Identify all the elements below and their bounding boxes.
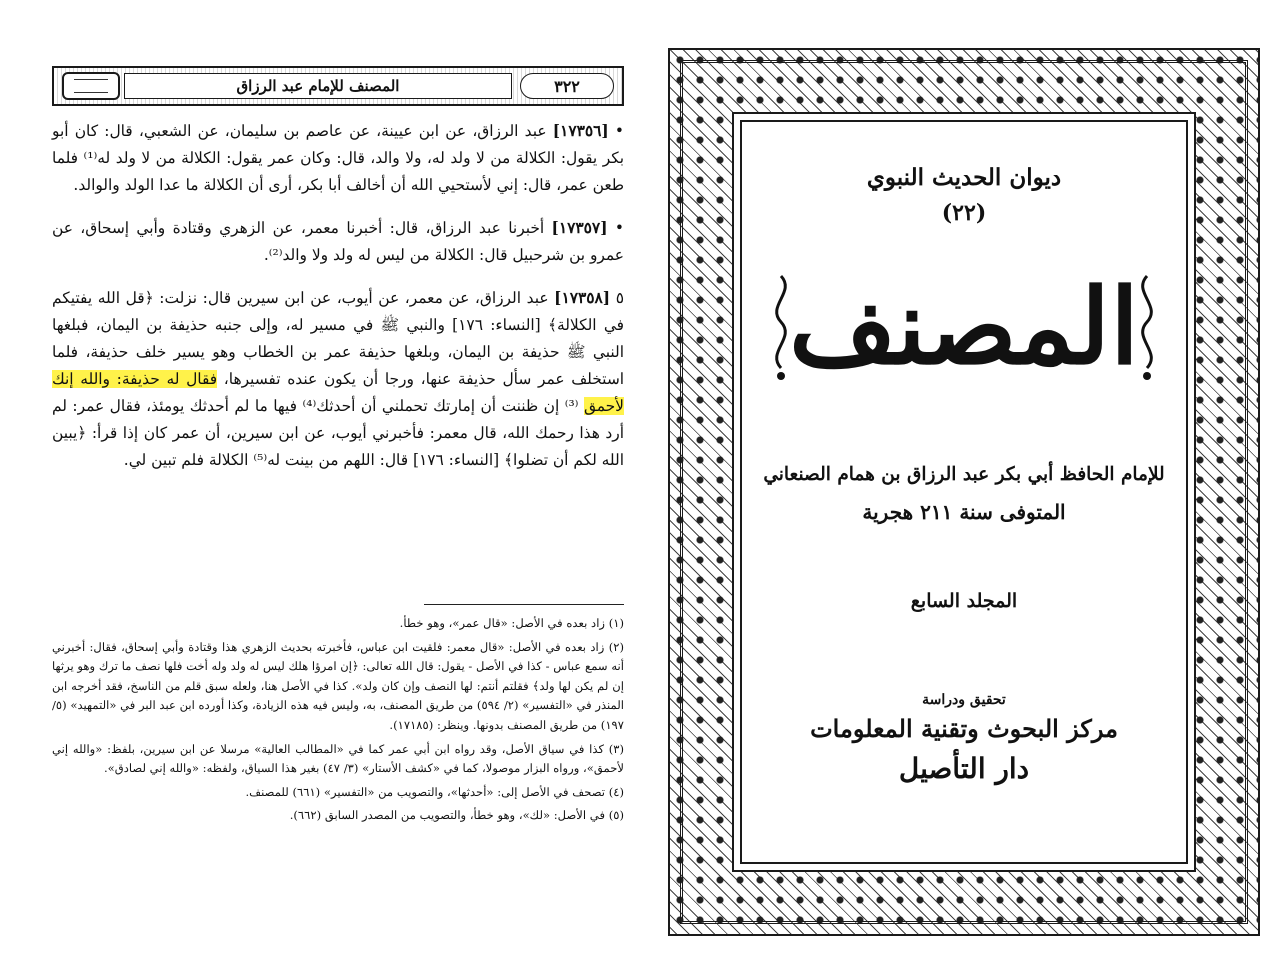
- research-center: مركز البحوث وتقنية المعلومات: [810, 714, 1118, 743]
- death-date: المتوفى سنة ٢١١ هجرية: [862, 500, 1066, 524]
- hadith-entry-17356: [52, 118, 624, 199]
- running-header: [52, 66, 624, 106]
- book-cover: [668, 48, 1260, 936]
- footnote-1: (١) زاد بعده في الأصل: «قال عمر»، وهو خطأ.: [399, 616, 624, 630]
- entry-number: [١٧٣٥٨]: [554, 289, 611, 307]
- footnote-divider: [424, 604, 624, 605]
- author-line: للإمام الحافظ أبي بكر عبد الرزاق بن همام الصنعاني: [763, 464, 1165, 485]
- page-number: ٣٢٢: [520, 73, 614, 99]
- hadith-entry-17357: [52, 215, 624, 269]
- book-title: المصنف: [789, 265, 1139, 388]
- volume-label: المجلد السابع: [910, 590, 1018, 612]
- cover-panel: [740, 120, 1188, 864]
- hadith-entry-17358: [52, 285, 624, 474]
- hadith-entries: [52, 118, 624, 490]
- entry-number: [١٧٣٥٦]: [552, 122, 609, 140]
- footnotes: [52, 614, 624, 830]
- text-page: [52, 66, 624, 926]
- entry-text: عبد الرزاق، عن ابن عيينة، عن عاصم بن سليمان، عن الشعبي، قال: كان أبو بكر يقول: الكلالة من لا ولد له، ولا والد، قال: وكان عمر يقول: الكلالة من لا ولد له⁽¹⁾ فلما طعن عمر، قال: إني لأستحيي الله أن أخالف أبا بكر، أرى أن الكلالة ما عدا الولد والوالد.: [52, 122, 624, 194]
- tahqiq-label: تحقيق ودراسة: [922, 692, 1006, 708]
- footnote-4: (٤) تصحف في الأصل إلى: «أحدثها»، والتصويب من «التفسير» (٦٦١) للمصنف.: [245, 784, 624, 799]
- series-number: (٢٢): [941, 200, 987, 226]
- entry-number: [١٧٣٥٧]: [551, 219, 608, 237]
- running-title: المصنف للإمام عبد الرزاق: [124, 73, 512, 99]
- entry-marker: ٥: [615, 289, 624, 307]
- publisher-seal-icon: [62, 72, 120, 100]
- entry-text-continued: ⁽³⁾ إن ظننت أن إمارتك تحملني أن أحدثك⁽⁴⁾ فيها ما لم أحدثك يومئذ، فقال عمر: لم أرد هذا رحمك الله، قال معمر: فأخبرني أيوب، عن ابن سيرين، أن عمر كان إذا قرأ: ﴿يبين الله لكم أن تضلوا﴾ [النساء: ١٧٦] قال: اللهم من بينت له⁽⁵⁾ الكلالة فلم تبين لي.: [52, 397, 624, 469]
- footnote-2: (٢) زاد بعده في الأصل: «قال معمر: فلقيت ابن عباس، فأخبرته بحديث الزهري هذا وقتادة وأبي إسحاق، فقال: أخبرني أنه سمع عباس - كذا في الأصل - يقول: قال الله تعالى: ﴿إن امرؤا هلك ليس له ولد وله أخت فلها نصف ما ترك وهو يرثها إن لم يكن لها ولد﴾ فقلتم أنتم: لها النصف وإن كان ولد». كذا في الأصل هنا، ولعله سبق قلم من الناسخ، فقد أخرجه ابن المنذر في «التفسير» (٢/ ٥٩٤) من طريق المصنف، به، وليس فيه هذه الزيادة، وكذا أورده ابن عبد البر في «التمهيد» (٥/ ١٩٧) من طريق المصنف بدونها. وينظر: (١٧١٨٥).: [52, 639, 625, 732]
- publisher-name: دار التأصيل: [898, 752, 1030, 785]
- footnote-5: (٥) في الأصل: «لك»، وهو خطأ، والتصويب من المصدر السابق (٦٦٢).: [289, 808, 624, 823]
- highlighted-text: فقال له حذيفة: والله إنك لأحمق: [52, 370, 624, 415]
- entry-text: عبد الرزاق، عن معمر، عن أيوب، عن ابن سيرين قال: نزلت: ﴿قل الله يفتيكم في الكلالة﴾ [النساء: ١٧٦] والنبي ﷺ في مسير له، وإلى جنبه حذيفة بن اليمان، فبلغها النبي ﷺ حذيفة بن اليمان، وبلغها حذيفة عمر بن الخطاب وهو يسير خلف حذيفة، فلما استخلف عمر سأل حذيفة عنها، ورجا أن يكون عنده تفسيرها،: [52, 289, 624, 388]
- entry-marker: •: [614, 219, 624, 237]
- entry-marker: •: [614, 122, 624, 140]
- footnote-3: (٣) كذا في سياق الأصل، وقد رواه ابن أبي عمر كما في «المطالب العالية» مرسلا عن ابن سيرين، بلفظ: «والله إني لأحمق»، ورواه البزار موصولا، كما في «كشف الأستار» (٣/ ٤٧) بغير هذا السياق، ولفظه: «والله إني لصادق».: [52, 741, 624, 776]
- series-title: ديوان الحديث النبوي: [866, 164, 1062, 191]
- entry-text: أخبرنا عبد الرزاق، قال: أخبرنا معمر، عن الزهري وقتادة وأبي إسحاق، عن عمرو بن شرحبيل قال: الكلالة من ليس له ولد ولا والد⁽²⁾.: [52, 219, 624, 264]
